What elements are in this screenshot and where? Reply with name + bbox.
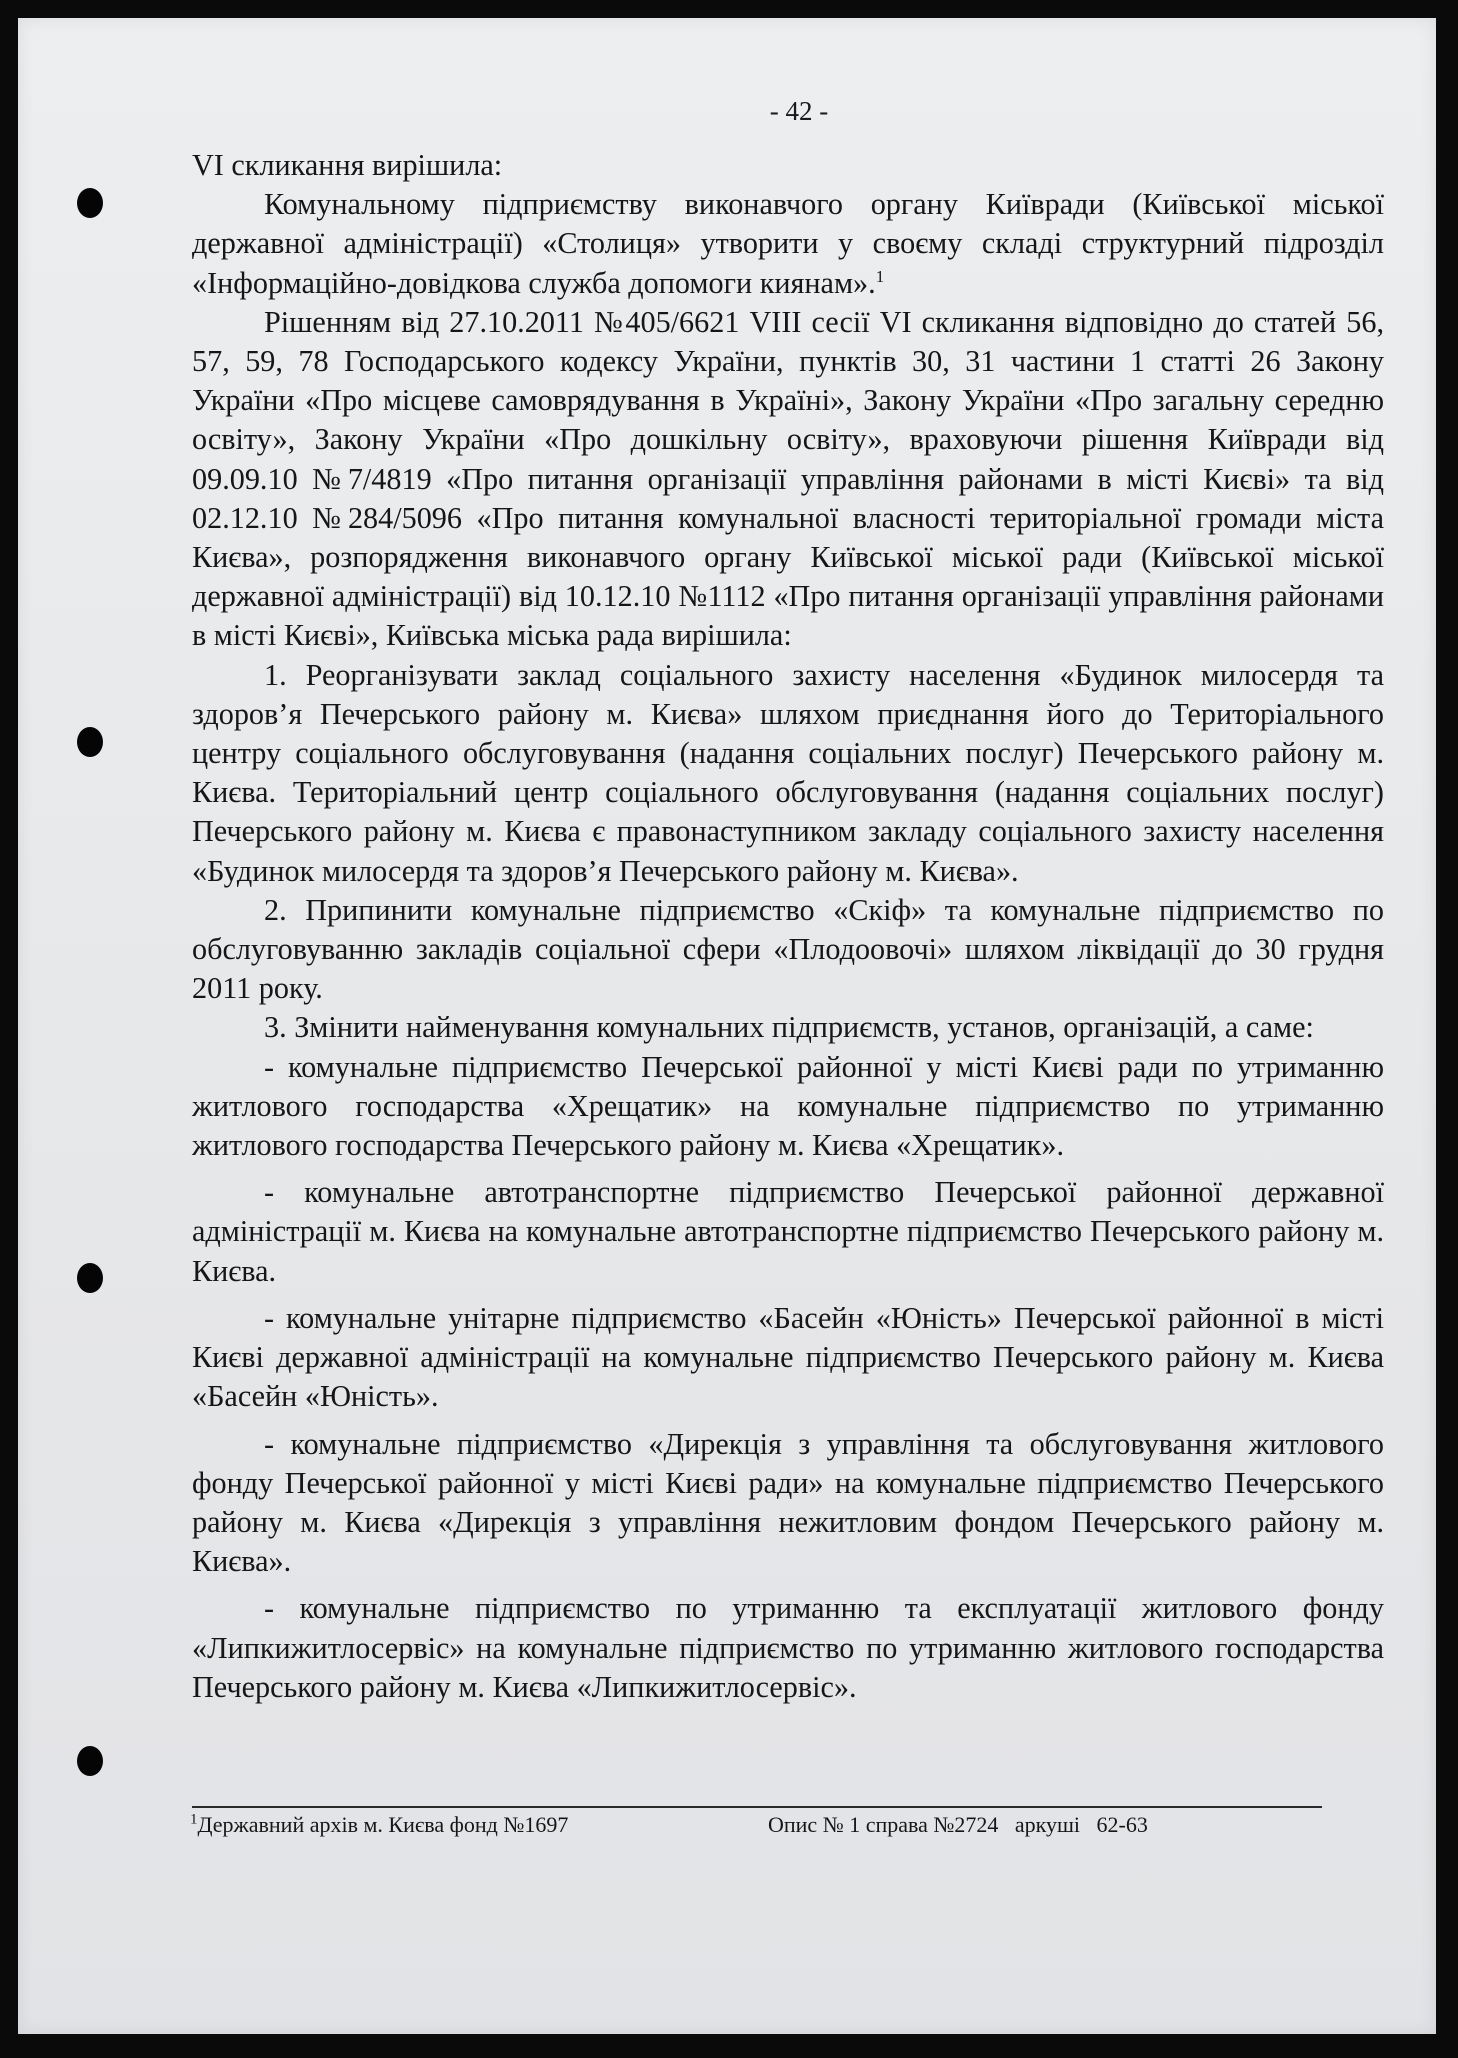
paragraph-rename-khreshchatyk: - комунальне підприємство Печерської районної у місті Києві ради по утриманню житлового господарства «Хрещатик» на комунальне підприємство по утриманню житлового господарства Печерського району м. Києва «Хрещатик».: [192, 1049, 1384, 1163]
footnote: [190, 1812, 1340, 1838]
paragraph-rename-lypky: - комунальне підприємство по утриманню та експлуатації житлового фонду «Липкижитлосервіс» на комунальне підприємство по утриманню житлового господарства Печерського району м. Києва «Липкижитлосервіс».: [192, 1591, 1384, 1704]
footnote-reference-details: Опис № 1 справа №2724 аркуші 62-63: [768, 1812, 1148, 1837]
paragraph-item-1: 1. Реорганізувати заклад соціального захисту населення «Будинок милосердя та здоров’я Печерського району м. Києва» шляхом приєднання його до Територіального центру соціального обслуговування (надання соціальних послуг) Печерського району м. Києва. Територіальний центр соціального обслуговування (надання соціальних послуг) Печерського району м. Києва є правонаступником закладу соціального захисту населення «Будинок милосердя та здоров’я Печерського району м. Києва».: [192, 657, 1384, 888]
paragraph-decision-405: Рішенням від 27.10.2011 №405/6621 VIII сесії VI скликання відповідно до статей 56, 57, 59, 78 Господарського кодексу України, пунктів 30, 31 частини 1 статті 26 Закону України «Про місцеве самоврядування в Україні», Закону України «Про загальну середню освіту», Закону України «Про дошкільну освіту», враховуючи рішення Київради від 09.09.10 №7/4819 «Про питання організації управління районами в місті Києві» та від 02.12.10 №284/5096 «Про питання комунальної власності територіальної громади міста Києва», розпорядження виконавчого органу Київської міської ради (Київської міської державної адміністрації) від 10.12.10 №1112 «Про питання організації управління районами в місті Києві», Київська міська рада вирішила:: [192, 304, 1384, 653]
footnote-archive: Державний архів м. Києва фонд №1697: [197, 1812, 569, 1837]
punch-hole: [77, 1263, 103, 1293]
paragraph-session-heading: VI скликання вирішила:: [192, 148, 503, 182]
paragraph-rename-basein: - комунальне унітарне підприємство «Басейн «Юність» Печерської районної в місті Києві державної адміністрації на комунальне підприємство Печерського району м. Києва «Басейн «Юність».: [192, 1300, 1384, 1414]
paragraph-item-3: 3. Змінити найменування комунальних підприємств, установ, організацій, а саме:: [264, 1010, 1314, 1045]
paragraph-stolytsia-decision: Комунальному підприємству виконавчого органу Київради (Київської міської державної адміністрації) «Столиця» утворити у своєму складі структурний підрозділ «Інформаційно-довідкова служба допомоги киянам».$^1$: [192, 187, 1384, 300]
paragraph-rename-autotransport: - комунальне автотранспортне підприємство Печерської районної державної адміністрації м. Києва на комунальне автотранспортне підприємство Печерського району м. Києва.: [192, 1175, 1384, 1288]
punch-hole: [77, 1746, 103, 1776]
page-number: - 42 -: [769, 96, 829, 126]
paragraph-rename-dyrektsiia: - комунальне підприємство «Дирекція з управління та обслуговування житлового фонду Печерської районної у місті Києві ради» на комунальне підприємство Печерського району м. Києва «Дирекція з управління нежитловим фондом Печерського району м. Києва».: [192, 1426, 1384, 1579]
footnote-mark: 1: [190, 1811, 198, 1828]
punch-hole: [77, 188, 103, 218]
punch-hole: [77, 727, 103, 757]
footnote-divider: [192, 1806, 1322, 1808]
footnote-reference: 1: [875, 266, 885, 286]
paragraph-item-2: 2. Припинити комунальне підприємство «Скіф» та комунальне підприємство по обслуговуванню закладів соціальної сфери «Плодоовочі» шляхом ліквідації до 30 грудня 2011 року.: [192, 892, 1384, 1006]
document-body: [192, 146, 1384, 1707]
